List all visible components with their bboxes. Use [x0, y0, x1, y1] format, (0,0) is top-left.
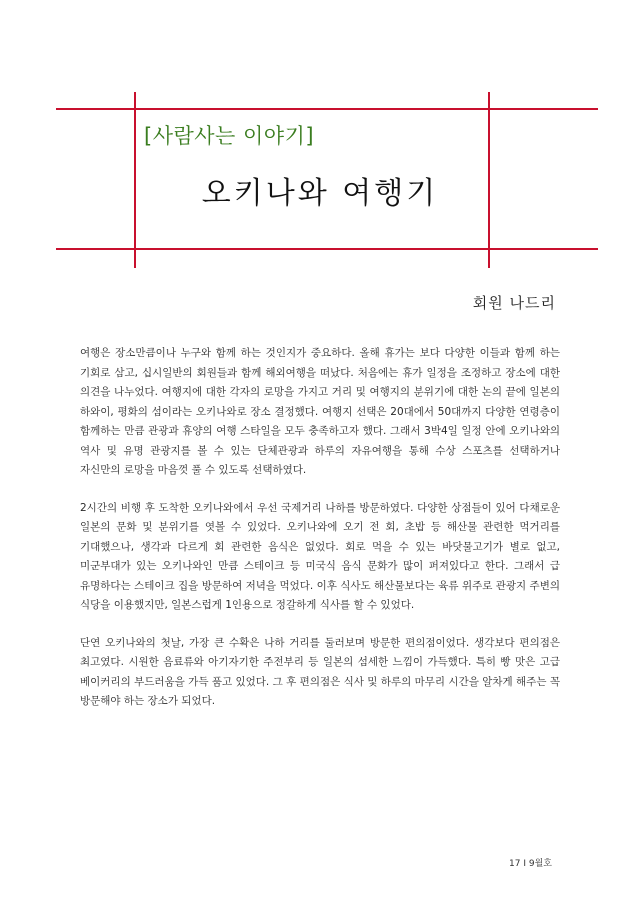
footer-separator: I	[523, 859, 526, 869]
article-title: 오키나와 여행기	[201, 176, 439, 211]
article-body	[80, 344, 560, 730]
section-category: [사람사는 이야기]	[144, 124, 315, 148]
page-number: 17	[509, 859, 521, 869]
issue-label: 9월호	[528, 859, 552, 869]
article-author: 회원 나드리	[472, 294, 556, 312]
title-frame-top-rule	[56, 108, 598, 110]
body-paragraph-2: 2시간의 비행 후 도착한 오키나와에서 우선 국제거리 나하를 방문하였다. 다양한 상점들이 있어 다채로운 일본의 문화 및 분위기를 엿볼 수 있었다. 오키나와에 오기 전 회, 초밥 등 해산물 관련한 먹거리를 기대했으나, 생각과 다르게 회 관련한 음식은 없었다. 회로 먹을 수 있는 바닷물고기가 별로 없고, 미군부대가 있는 오키나와인 만큼 스테이크 등 미국식 음식 문화가 많이 퍼져있다고 한다. 그래서 급 유명하다는 스테이크 집을 방문하여 저녁을 먹었다. 이후 식사도 해산물보다는 육류 위주로 관광지 주변의 식당을 이용했지만, 일본스럽게 1인용으로 정갈하게 식사를 할 수 있었다.	[80, 501, 560, 611]
page-footer	[509, 856, 552, 869]
title-frame-bottom-rule	[56, 248, 598, 250]
body-paragraph-1: 여행은 장소만큼이나 누구와 함께 하는 것인지가 중요하다. 올해 휴가는 보다 다양한 이들과 함께 하는 기회로 삼고, 십시일반의 회원들과 함께 해외여행을 떠났다. 처음에는 휴가 일정을 조정하고 장소에 대한 의견을 나누었다. 여행지에 대한 각자의 로망을 가지고 거리 및 여행지의 분위기에 대한 논의 끝에 일본의 하와이, 평화의 섬이라는 오키나와로 장소 결정했다. 여행지 선택은 20대에서 50대까지 다양한 연령층이 함께하는 만큼 관광과 휴양의 여행 스타일을 모두 충족하고자 했다. 그래서 3박4일 일정 안에 오키나와의 역사 및 유명 관광지를 볼 수 있는 단체관광과 하루의 자유여행을 통해 수상 스포츠를 선택하거나 자신만의 로망을 마음껏 풀 수 있도록 선택하였다.	[80, 347, 560, 476]
body-paragraph-3: 단연 오키나와의 첫날, 가장 큰 수확은 나하 거리를 둘러보며 방문한 편의점이었다. 생각보다 편의점은 최고였다. 시원한 음료류와 아기자기한 주전부리 등 일본의 섬세한 느낌이 가득했다. 특히 빵 맛은 고급 베이커리의 부드러움을 가득 품고 있었다. 그 후 편의점은 식사 및 하루의 마무리 시간을 알차게 해주는 꼭 방문해야 하는 장소가 되었다.	[80, 636, 560, 707]
